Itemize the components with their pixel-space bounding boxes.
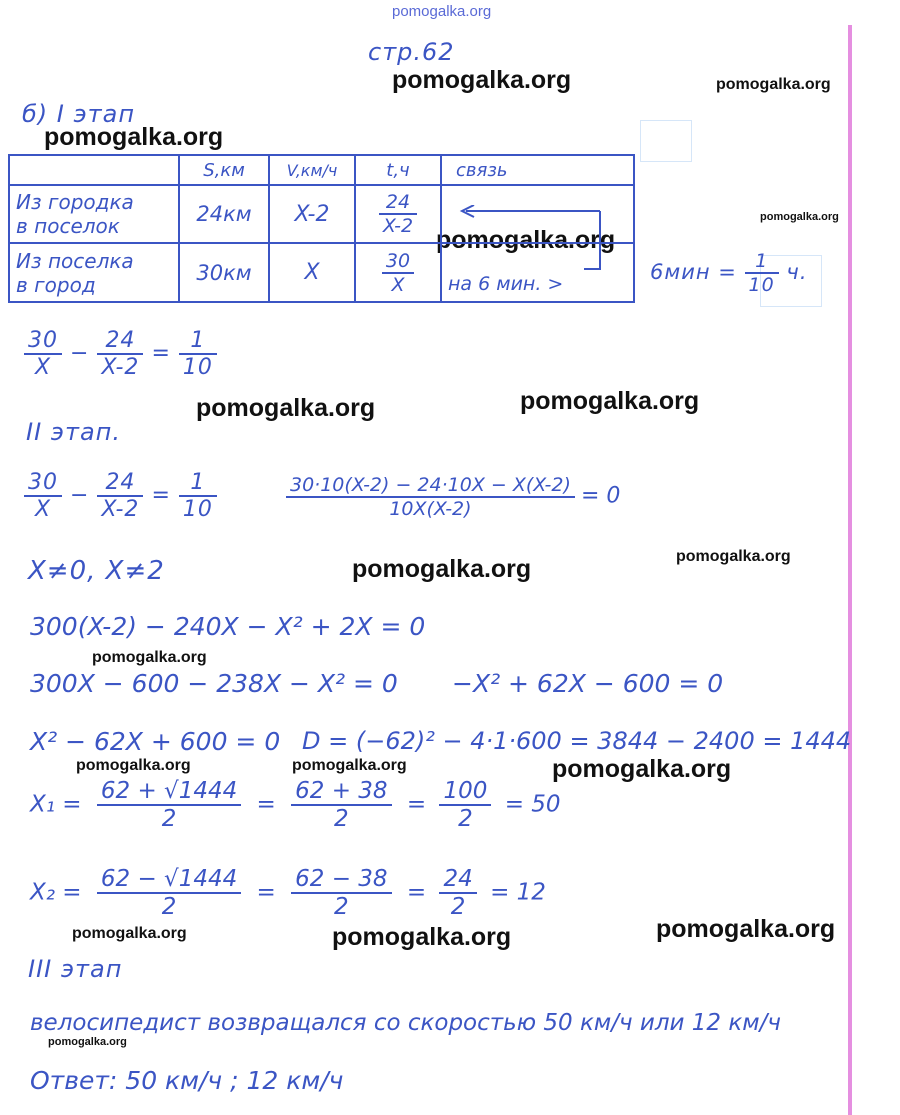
fraction-num: 62 − √1444 — [100, 866, 238, 892]
answer: Ответ: 50 км/ч ; 12 км/ч — [30, 1066, 344, 1095]
fraction-num: 62 + 38 — [295, 778, 388, 804]
discriminant-line: D = (−62)² − 4·1·600 = 3844 − 2400 = 1444 — [302, 727, 852, 755]
root-label: X₁ = — [30, 791, 82, 818]
fraction-num: 100 — [443, 778, 488, 804]
watermark: pomogalka.org — [716, 76, 831, 93]
time-cell — [355, 185, 441, 243]
distance-cell: 24км — [179, 185, 269, 243]
fraction-den: 10 — [745, 272, 779, 296]
equation-line-4a: 300X − 600 − 238X − X² = 0 — [30, 669, 398, 698]
row-label — [9, 243, 179, 302]
fraction-num: 24 — [443, 866, 473, 892]
stage-3-title: III этап — [28, 955, 123, 983]
fraction — [439, 866, 476, 920]
watermark-top: pomogalka.org — [392, 3, 492, 20]
distance-cell: 30км — [179, 243, 269, 302]
speed-cell: X — [269, 243, 355, 302]
relation-arrow — [452, 205, 612, 275]
table-header-cell: t,ч — [355, 155, 441, 185]
root-result: = 50 — [504, 791, 561, 818]
watermark: pomogalka.org — [436, 226, 616, 254]
fraction-num: 24 — [105, 470, 136, 495]
page-ref: стр.62 — [368, 38, 455, 66]
watermark: pomogalka.org — [676, 548, 791, 565]
watermark: pomogalka.org — [392, 66, 572, 94]
fraction — [97, 866, 241, 920]
fraction — [97, 328, 143, 380]
margin-line — [848, 25, 852, 1115]
equation-line-5a: X² − 62X + 600 = 0 — [30, 727, 281, 756]
operator: = — [151, 483, 171, 508]
time-fraction — [379, 191, 417, 237]
watermark: pomogalka.org — [352, 555, 532, 583]
fraction-num: 1 — [190, 328, 206, 353]
fraction-den: 10X(X-2) — [286, 496, 575, 520]
six-min-note — [650, 250, 808, 296]
operator: = — [151, 341, 171, 366]
row-label-line: в поселок — [16, 214, 120, 238]
fraction-den: 2 — [97, 892, 241, 920]
watermark: pomogalka.org — [76, 757, 191, 774]
operator: − — [70, 483, 90, 508]
fraction-den: 10 — [179, 353, 217, 380]
fraction — [286, 474, 575, 520]
row-label — [9, 185, 179, 243]
fraction — [97, 778, 241, 832]
table-header-cell: связь — [441, 155, 634, 185]
fraction-den: X-2 — [379, 213, 417, 237]
time-fraction — [382, 250, 414, 296]
fraction — [24, 328, 62, 380]
fraction-den: 2 — [439, 804, 491, 832]
fraction — [439, 778, 491, 832]
fraction-den: 2 — [291, 804, 391, 832]
equation-2-rhs — [286, 474, 620, 520]
fraction — [97, 470, 143, 522]
watermark: pomogalka.org — [72, 925, 187, 942]
fraction-num: 24 — [385, 191, 411, 213]
root-x1 — [30, 778, 561, 832]
watermark: pomogalka.org — [44, 123, 224, 151]
fraction — [24, 470, 62, 522]
row-label-line: Из городка — [16, 190, 134, 214]
equation-1 — [24, 328, 217, 380]
root-x2 — [30, 866, 546, 920]
fraction — [179, 328, 217, 380]
link-cell: на 6 мин. > — [441, 243, 634, 302]
stage-2-title: II этап. — [26, 418, 121, 446]
watermark: pomogalka.org — [656, 915, 836, 943]
fraction-num: 30 — [28, 328, 58, 353]
fraction-den: 2 — [439, 892, 476, 920]
equation-line-4b: −X² + 62X − 600 = 0 — [452, 669, 724, 698]
fraction — [291, 866, 391, 920]
equation-line-3: 300(X-2) − 240X − X² + 2X = 0 — [30, 612, 426, 641]
conclusion: велосипедист возвращался со скоростью 50 км/ч или 12 км/ч — [30, 1010, 781, 1036]
watermark: pomogalka.org — [292, 757, 407, 774]
watermark: pomogalka.org — [520, 387, 700, 415]
watermark: pomogalka.org — [760, 211, 839, 223]
fraction — [179, 470, 217, 522]
watermark: pomogalka.org — [92, 649, 207, 666]
speed-cell: X-2 — [269, 185, 355, 243]
equals-zero: = 0 — [580, 483, 621, 509]
fraction-den: 10 — [179, 495, 217, 522]
equation-2 — [24, 470, 217, 522]
fraction-num: 1 — [190, 470, 206, 495]
stage-1-title: б) I этап — [22, 100, 136, 128]
watermark: pomogalka.org — [48, 1036, 127, 1048]
condition: X≠0, X≠2 — [28, 556, 165, 586]
fraction-den: X-2 — [97, 353, 143, 380]
watermark: pomogalka.org — [196, 394, 376, 422]
fraction-den: X — [24, 353, 62, 380]
table-header-cell: V,км/ч — [269, 155, 355, 185]
fraction-num: 62 − 38 — [295, 866, 388, 892]
table-header-cell: S,км — [179, 155, 269, 185]
six-min-unit: ч. — [786, 260, 808, 284]
watermark: pomogalka.org — [332, 923, 512, 951]
operator: = — [256, 791, 276, 818]
row-label-line: Из поселка — [16, 248, 134, 273]
grid-square — [640, 120, 692, 162]
root-result: = 12 — [490, 879, 546, 906]
root-label: X₂ = — [30, 879, 82, 906]
fraction-den: 2 — [97, 804, 241, 832]
operator: = — [256, 879, 276, 906]
time-cell — [355, 243, 441, 302]
table-header-cell — [9, 155, 179, 185]
operator: = — [406, 879, 427, 906]
fraction-num: 30 — [385, 249, 411, 272]
operator: − — [70, 341, 90, 366]
fraction-num: 1 — [755, 250, 769, 272]
fraction-den: X — [24, 495, 62, 522]
fraction-num: 30 — [28, 470, 58, 495]
operator: = — [406, 791, 427, 818]
six-min-fraction — [745, 250, 779, 296]
watermark: pomogalka.org — [552, 755, 732, 783]
fraction-den: X — [382, 272, 414, 296]
fraction-num: 62 + √1444 — [100, 778, 238, 804]
six-min-left: 6мин = — [650, 260, 737, 284]
fraction-den: X-2 — [97, 495, 143, 522]
fraction-den: 2 — [291, 892, 391, 920]
fraction — [291, 778, 391, 832]
row-label-line: в город — [16, 272, 96, 297]
fraction-num: 24 — [105, 328, 136, 353]
fraction-num: 30·10(X-2) − 24·10X − X(X-2) — [290, 474, 571, 496]
